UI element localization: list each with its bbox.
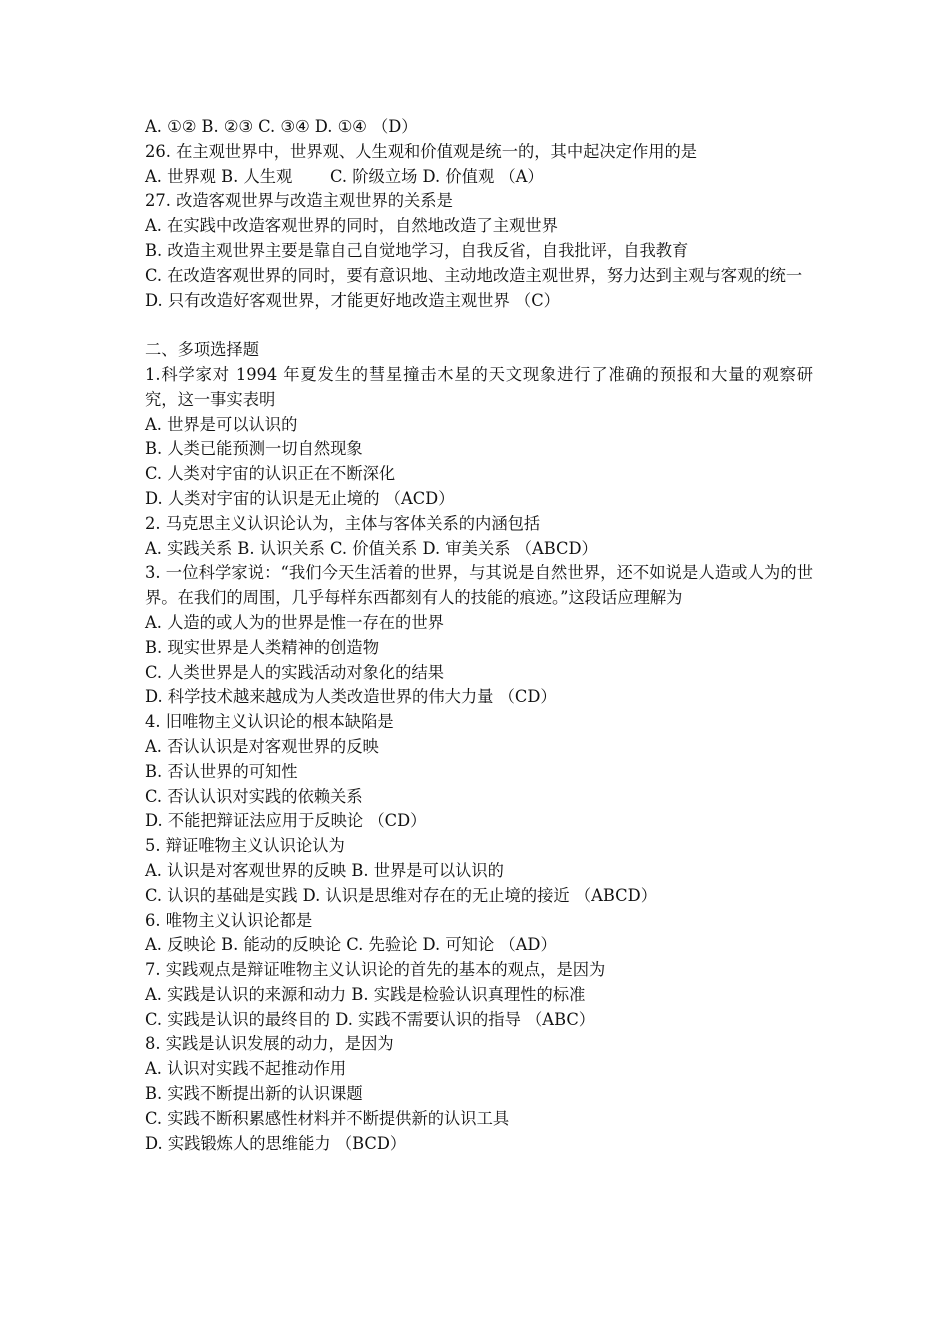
question-8-option-a: A. 认识对实践不起推动作用 (145, 1059, 347, 1079)
question-26-stem: 26. 在主观世界中，世界观、人生观和价值观是统一的，其中起决定作用的是 (145, 141, 698, 161)
question-3-option-c: C. 人类世界是人的实践活动对象化的结果 (145, 662, 445, 682)
block-rest (145, 611, 813, 1157)
block-q1-q2 (145, 413, 813, 562)
question-3-option-d: D. 科学技术越来越成为人类改造世界的伟大力量 （CD） (145, 687, 557, 707)
question-4-option-d: D. 不能把辩证法应用于反映论 （CD） (145, 811, 427, 831)
text-line: A. ①② B. ②③ C. ③④ D. ①④ （D） (145, 117, 418, 136)
question-3-option-b: B. 现实世界是人类精神的创造物 (145, 637, 379, 657)
question-5-options-ab: A. 认识是对客观世界的反映 B. 世界是可以认识的 (145, 860, 504, 880)
question-8-option-d: D. 实践锻炼人的思维能力 （BCD） (145, 1133, 407, 1153)
question-1-option-b: B. 人类已能预测一切自然现象 (145, 439, 363, 459)
spacer (145, 313, 813, 338)
question-3-option-a: A. 人造的或人为的世界是惟一存在的世界 (145, 612, 444, 632)
question-1-stem: 1.科学家对 1994 年夏发生的彗星撞击木星的天文现象进行了准确的预报和大量的观察研究，这一事实表明 (145, 364, 813, 409)
block-top (145, 115, 813, 264)
question-7-stem: 7. 实践观点是辩证唯物主义认识论的首先的基本的观点，是因为 (145, 960, 606, 980)
question-4-option-b: B. 否认世界的可知性 (145, 761, 298, 781)
question-7-options-cd: C. 实践是认识的最终目的 D. 实践不需要认识的指导 （ABC） (145, 1009, 596, 1029)
question-27-option-c: C. 在改造客观世界的同时，要有意识地、主动地改造主观世界，努力达到主观与客观的统一 (145, 265, 803, 285)
question-5-options-cd: C. 认识的基础是实践 D. 认识是思维对存在的无止境的接近 （ABCD） (145, 885, 657, 905)
question-5-stem: 5. 辩证唯物主义认识论认为 (145, 836, 345, 856)
question-4-stem: 4. 旧唯物主义认识论的根本缺陷是 (145, 712, 394, 732)
question-3-stem: 3. 一位科学家说：“我们今天生活着的世界，与其说是自然世界，还不如说是人造或人为的世界。在我们的周围，几乎每样东西都刻有人的技能的痕迹。”这段话应理解为 (145, 563, 813, 608)
question-8-option-b: B. 实践不断提出新的认识课题 (145, 1084, 363, 1104)
question-27-option-a: A. 在实践中改造客观世界的同时，自然地改造了主观世界 (145, 216, 558, 236)
question-6-stem: 6. 唯物主义认识论都是 (145, 910, 313, 930)
question-4-option-a: A. 否认认识是对客观世界的反映 (145, 736, 379, 756)
document-page (145, 115, 813, 1156)
question-7-options-ab: A. 实践是认识的来源和动力 B. 实践是检验认识真理性的标准 (145, 984, 586, 1004)
question-4-option-c: C. 否认认识对实践的依赖关系 (145, 786, 363, 806)
question-1-option-c: C. 人类对宇宙的认识正在不断深化 (145, 464, 396, 484)
question-26-options: A. 世界观 B. 人生观 C. 阶级立场 D. 价值观 （A） (145, 166, 544, 186)
question-27-option-b: B. 改造主观世界主要是靠自己自觉地学习，自我反省，自我批评，自我教育 (145, 240, 689, 260)
question-2-stem: 2. 马克思主义认识论认为，主体与客体关系的内涵包括 (145, 513, 541, 533)
question-1-option-a: A. 世界是可以认识的 (145, 414, 298, 434)
section-title: 二、多项选择题 (145, 340, 259, 360)
question-27-stem: 27. 改造客观世界与改造主观世界的关系是 (145, 191, 453, 211)
question-8-option-c: C. 实践不断积累感性材料并不断提供新的认识工具 (145, 1108, 510, 1128)
question-1-option-d: D. 人类对宇宙的认识是无止境的 （ACD） (145, 488, 455, 508)
question-27-option-d: D. 只有改造好客观世界，才能更好地改造主观世界 （C） (145, 290, 560, 310)
question-6-options: A. 反映论 B. 能动的反映论 C. 先验论 D. 可知论 （AD） (145, 935, 557, 955)
question-8-stem: 8. 实践是认识发展的动力，是因为 (145, 1034, 394, 1054)
question-2-options: A. 实践关系 B. 认识关系 C. 价值关系 D. 审美关系 （ABCD） (145, 538, 598, 558)
